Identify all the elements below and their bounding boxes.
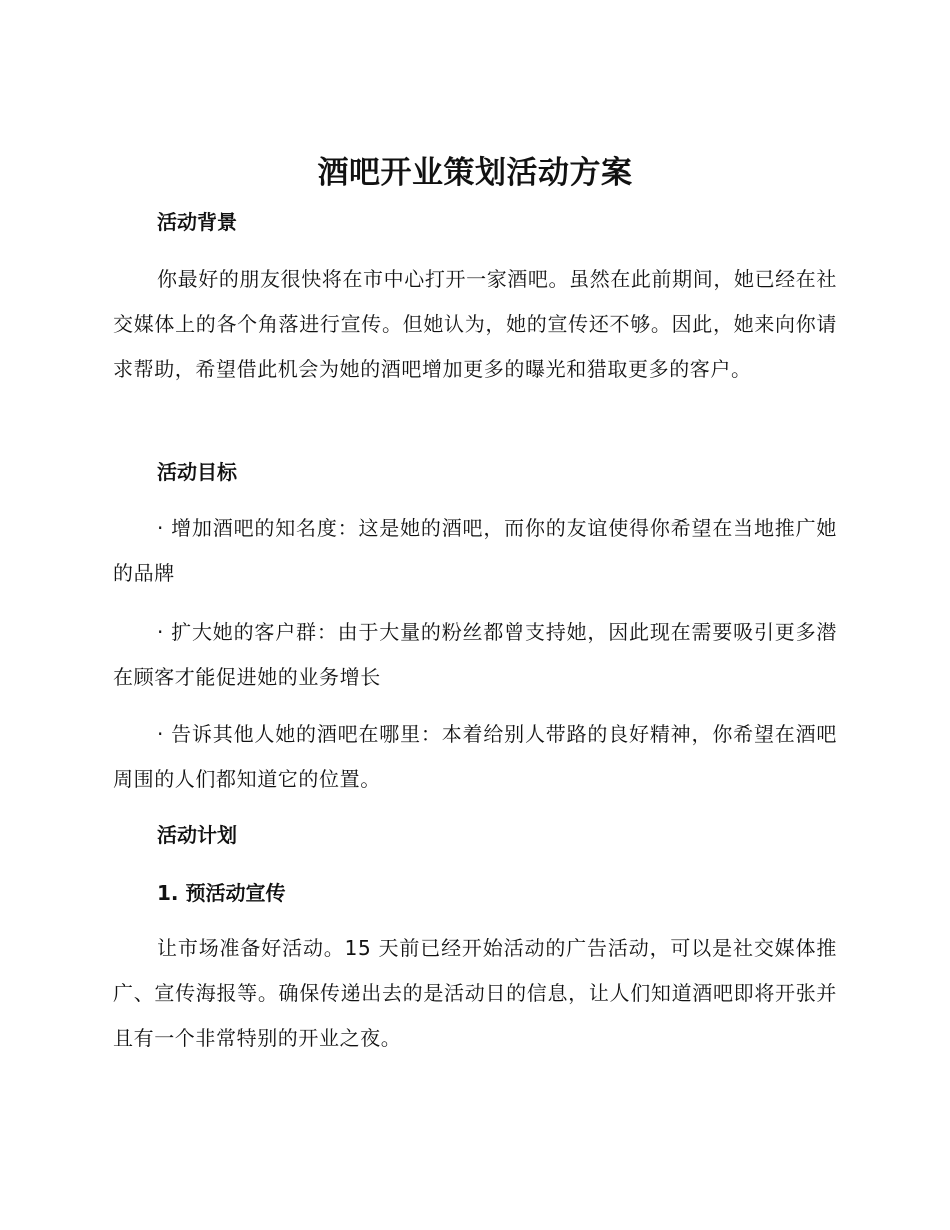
section-heading-goals: 活动目标 bbox=[157, 460, 237, 484]
background-paragraph: 你最好的朋友很快将在市中心打开一家酒吧。虽然在此前期间，她已经在社交媒体上的各个角落进行宣传。但她认为，她的宣传还不够。因此，她来向你请求帮助，希望借此机会为她的酒吧增加更多的曝光和猎取更多的客户。 bbox=[113, 267, 837, 381]
goal-bullet-customers: · 扩大她的客户群：由于大量的粉丝都曾支持她，因此现在需要吸引更多潜在顾客才能促进她的业务增长 bbox=[113, 620, 837, 689]
document-title: 酒吧开业策划活动方案 bbox=[317, 155, 633, 191]
goal-bullet-awareness: · 增加酒吧的知名度：这是她的酒吧，而你的友谊使得你希望在当地推广她的品牌 bbox=[113, 516, 837, 585]
section-heading-plan: 活动计划 bbox=[157, 823, 237, 847]
plan-subheading-pre-promotion: 1. 预活动宣传 bbox=[157, 881, 286, 905]
pre-promotion-paragraph: 让市场准备好活动。15 天前已经开始活动的广告活动，可以是社交媒体推广、宣传海报等。确保传递出去的是活动日的信息，让人们知道酒吧即将开张并且有一个非常特别的开业之夜。 bbox=[113, 936, 837, 1050]
goal-bullet-location: · 告诉其他人她的酒吧在哪里：本着给别人带路的良好精神，你希望在酒吧周围的人们都知道它的位置。 bbox=[113, 722, 837, 791]
section-heading-background: 活动背景 bbox=[157, 210, 237, 234]
